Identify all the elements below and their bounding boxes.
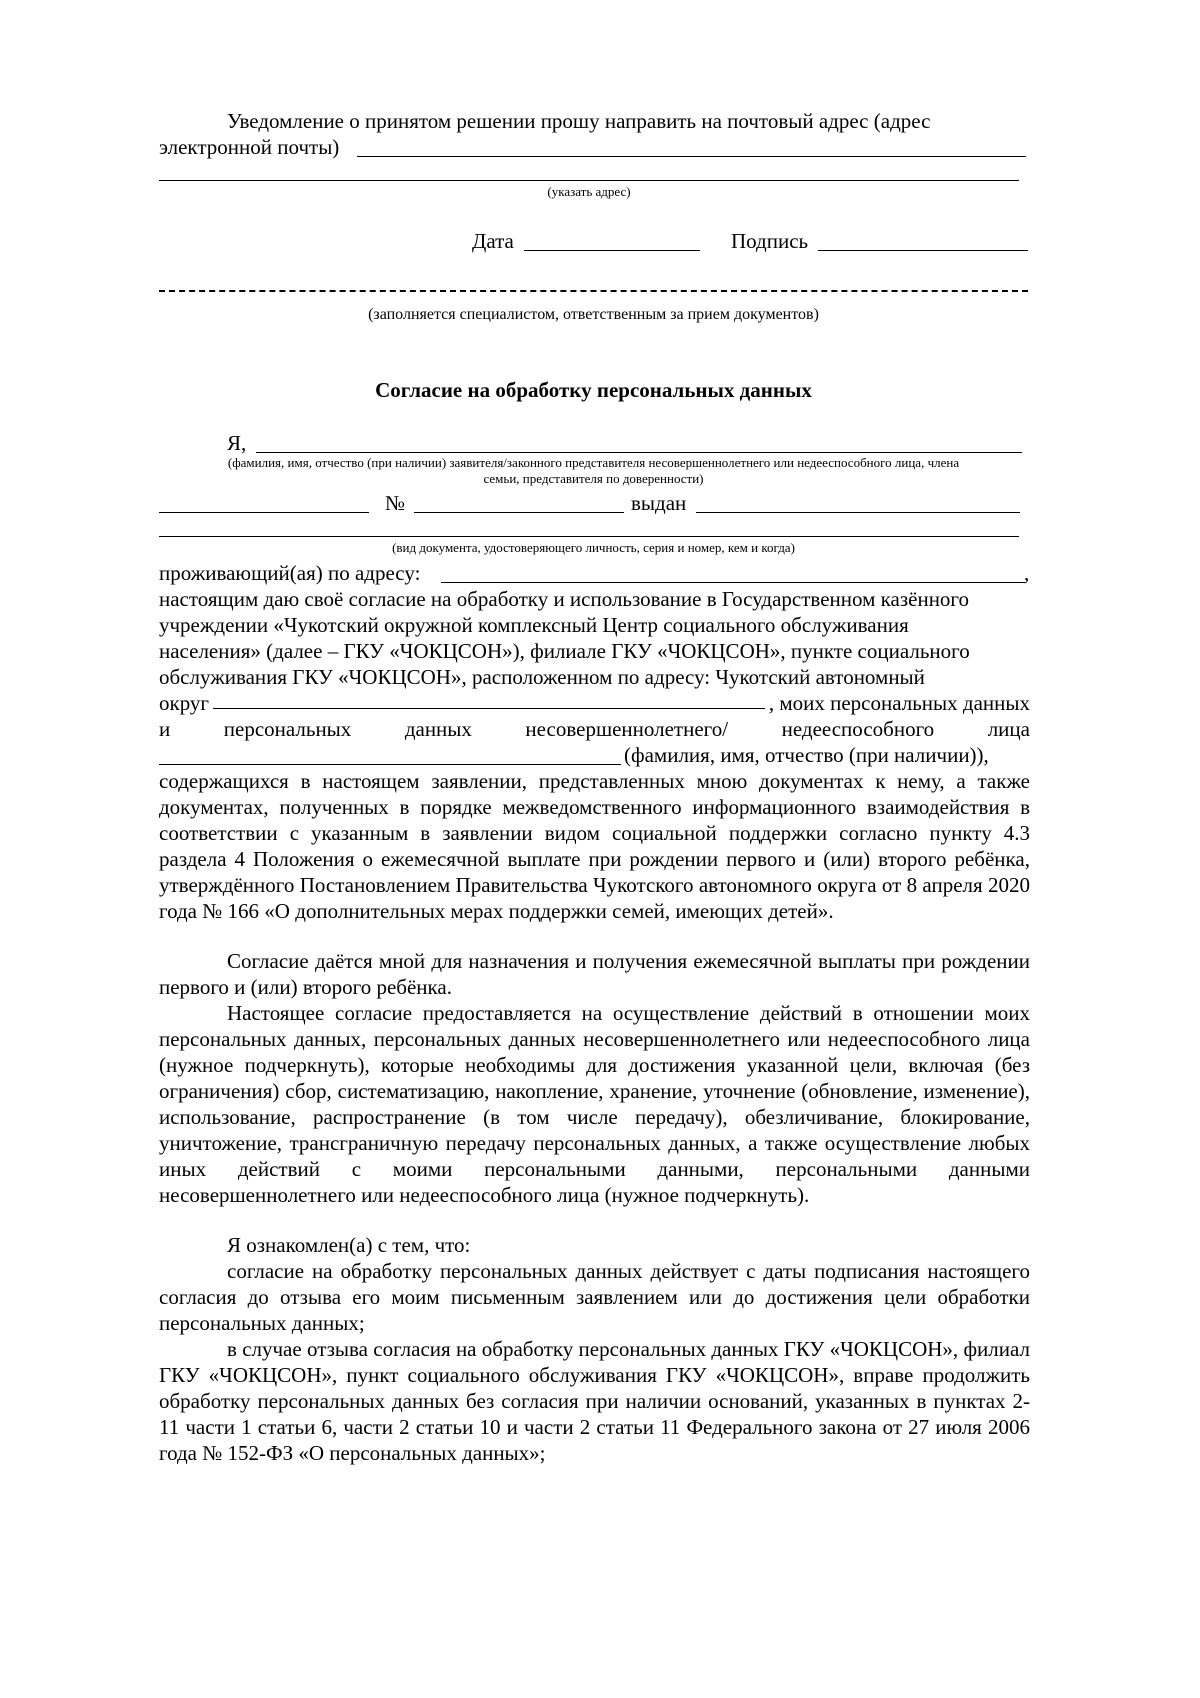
issued-by-field-2[interactable] — [159, 536, 1019, 537]
p1-line-4: обслуживания ГКУ «ЧОКЦСОН», расположенном по адресу: Чукотский автономный — [159, 665, 925, 689]
p1-line-3: населения» (далее – ГКУ «ЧОКЦСОН»), филиале ГКУ «ЧОКЦСОН», пункте социального — [159, 639, 970, 663]
p4: Я ознакомлен(а) с тем, что: — [227, 1233, 471, 1257]
specialist-caption: (заполняется специалистом, ответственным за прием документов) — [368, 306, 819, 323]
notify-line-1 — [159, 108, 1030, 134]
p3: Настоящее согласие предоставляется на осуществление действий в отношении моих персональных данных, персональных данных несовершеннолетнего или недееспособного лица (нужное подчеркнуть), которые необходимы для достижения указанной цели, включая (без ограничения) сбор, систематизацию, накопление, хранение, уточнение (обновление, изменение), использование, распространение (в том числе передачу), обезличивание, блокирование, уничтожение, трансграничную передачу персональных данных, а также осуществление любых иных действий с моими персональными данными, персональными данными несовершеннолетнего или недееспособного лица (нужное подчеркнуть). — [159, 1001, 1030, 1207]
p2: Согласие даётся мной для назначения и получения ежемесячной выплаты при рождении первого и (или) второго ребёнка. — [159, 949, 1030, 999]
date-label: Дата — [472, 229, 514, 253]
i-label: Я, — [227, 431, 247, 455]
p1-line-2: учреждении «Чукотский окружной комплексный Центр социального обслуживания — [159, 613, 909, 637]
applicant-name-field[interactable] — [256, 452, 1022, 453]
minor-name-field[interactable] — [159, 764, 621, 765]
email-field[interactable] — [357, 156, 1026, 157]
consent-title: Согласие на обработку персональных данных — [375, 378, 812, 402]
p1-rest: содержащихся в настоящем заявлении, представленных мною документах к нему, а также документах, полученных в порядке межведомственного информационного взаимодействия в соответствии с указанным в заявлении видом социальной поддержки согласно пункту 4.3 раздела 4 Положения о ежемесячной выплате при рождении первого и (или) второго ребёнка, утверждённого Постановлением Правительства Чукотского автономного округа от 8 апреля 2020 года № 166 «О дополнительных мерах поддержки семей, имеющих детей». — [159, 769, 1030, 923]
okrug-label: округ — [159, 691, 210, 715]
dashed-divider — [159, 290, 1028, 292]
email-label: электронной почты) — [159, 135, 340, 159]
address-caption: (указать адрес) — [547, 184, 631, 199]
residing-label: проживающий(ая) по адресу: — [159, 561, 421, 585]
signature-field[interactable] — [818, 250, 1028, 251]
date-field[interactable] — [524, 250, 700, 251]
residing-comma: , — [1024, 561, 1030, 585]
p6: в случае отзыва согласия на обработку персональных данных ГКУ «ЧОКЦСОН», филиал ГКУ «ЧОКЦСОН», пункт социального обслуживания ГКУ «ЧОКЦСОН», вправе продолжить обработку персональных данных без согласия при наличии оснований, указанных в пунктах 2-11 части 1 статьи 6, части 2 статьи 10 и части 2 статьи 11 Федерального закона от 27 июля 2006 года № 152-ФЗ «О персональных данных»; — [159, 1337, 1030, 1465]
p1-line-1: настоящим даю своё согласие на обработку и использование в Государственном казённого — [159, 587, 970, 611]
okrug-field[interactable] — [213, 690, 765, 709]
residing-address-field[interactable] — [441, 582, 1025, 583]
doc-type-field[interactable] — [159, 512, 369, 513]
no-label: № — [385, 491, 406, 515]
notify-text-1: Уведомление о принятом решении прошу направить на почтовый адрес (адрес — [227, 109, 931, 133]
name-caption-2: семьи, представителя по доверенности) — [483, 471, 704, 486]
address-field[interactable] — [159, 180, 1019, 181]
name-caption-1: (фамилия, имя, отчество (при наличии) заявителя/законного представителя несовершеннолетнего или недееспособного лица, члена — [227, 455, 960, 470]
signature-label: Подпись — [731, 229, 809, 253]
issued-label: выдан — [631, 491, 687, 515]
doc-number-field[interactable] — [414, 512, 624, 513]
okrug-line — [159, 690, 1030, 716]
p5: согласие на обработку персональных данных действует с даты подписания настоящего согласия до отзыва его моим письменным заявлением или до достижения цели обработки персональных данных; — [159, 1259, 1030, 1335]
and-line: и персональных данных несовершеннолетнего/ недееспособного лица — [159, 717, 1030, 741]
issued-by-field[interactable] — [696, 512, 1020, 513]
fio-tail: (фамилия, имя, отчество (при наличии)), — [624, 743, 989, 767]
okrug-tail: , моих персональных данных — [768, 691, 1030, 715]
doc-caption: (вид документа, удостоверяющего личность, серия и номер, кем и когда) — [392, 540, 795, 555]
